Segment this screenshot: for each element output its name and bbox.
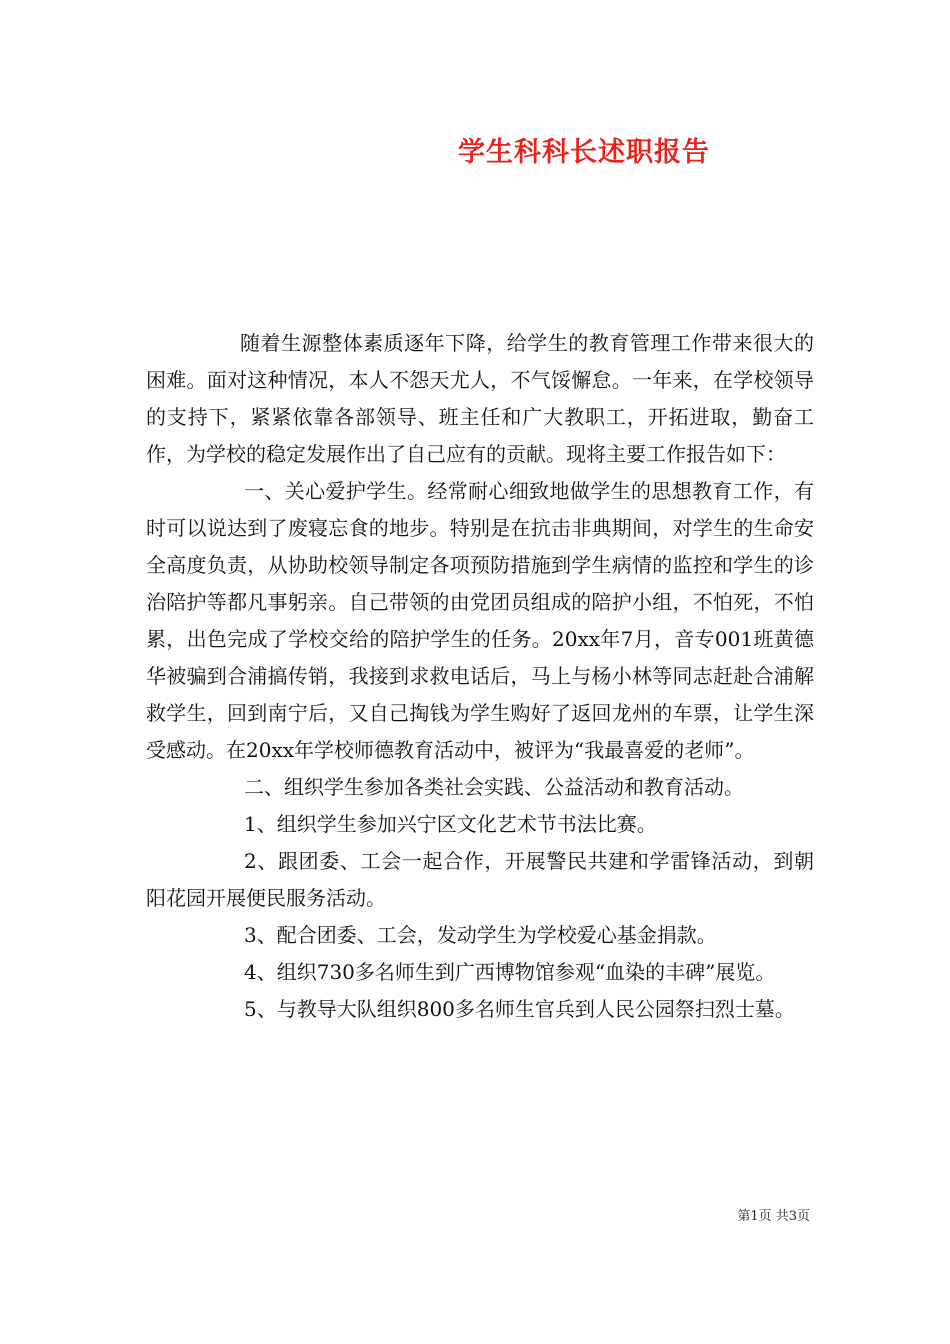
paragraph-intro: 随着生源整体素质逐年下降，给学生的教育管理工作带来很大的困难。面对这种情况，本人不怨天尤人，不气馁懈怠。一年来，在学校领导的支持下，紧紧依靠各部领导、班主任和广大教职工，开拓进取，勤奋工作，为学校的稳定发展作出了自己应有的贡献。现将主要工作报告如下： — [146, 331, 814, 466]
paragraph-item-2: 2、跟团委、工会一起合作，开展警民共建和学雷锋活动，到朝阳花园开展便民服务活动。 — [146, 849, 814, 910]
document-body — [146, 325, 814, 1028]
paragraph-section-2: 二、组织学生参加各类社会实践、公益活动和教育活动。 — [244, 775, 744, 799]
paragraph-item-5: 5、与教导大队组织800多名师生官兵到人民公园祭扫烈士墓。 — [244, 997, 795, 1021]
page-number-footer: 第1页 共3页 — [737, 1209, 810, 1224]
paragraph-section-1: 一、关心爱护学生。经常耐心细致地做学生的思想教育工作，有时可以说达到了废寝忘食的地步。特别是在抗击非典期间，对学生的生命安全高度负责，从协助校领导制定各项预防措施到学生病情的监控和学生的诊治陪护等都凡事躬亲。自己带领的由党团员组成的陪护小组，不怕死，不怕累，出色完成了学校交给的陪护学生的任务。20xx年7月，音专001班黄德华被骗到合浦搞传销，我接到求救电话后，马上与杨小林等同志赶赴合浦解救学生，回到南宁后，又自己掏钱为学生购好了返回龙州的车票，让学生深受感动。在20xx年学校师德教育活动中，被评为“我最喜爱的老师”。 — [146, 479, 814, 762]
paragraph-item-4: 4、组织730多名师生到广西博物馆参观“血染的丰碑”展览。 — [244, 960, 776, 984]
paragraph-item-3: 3、配合团委、工会，发动学生为学校爱心基金捐款。 — [244, 923, 717, 947]
document-title: 学生科科长述职报告 — [458, 137, 710, 168]
paragraph-item-1: 1、组织学生参加兴宁区文化艺术节书法比赛。 — [244, 812, 657, 836]
